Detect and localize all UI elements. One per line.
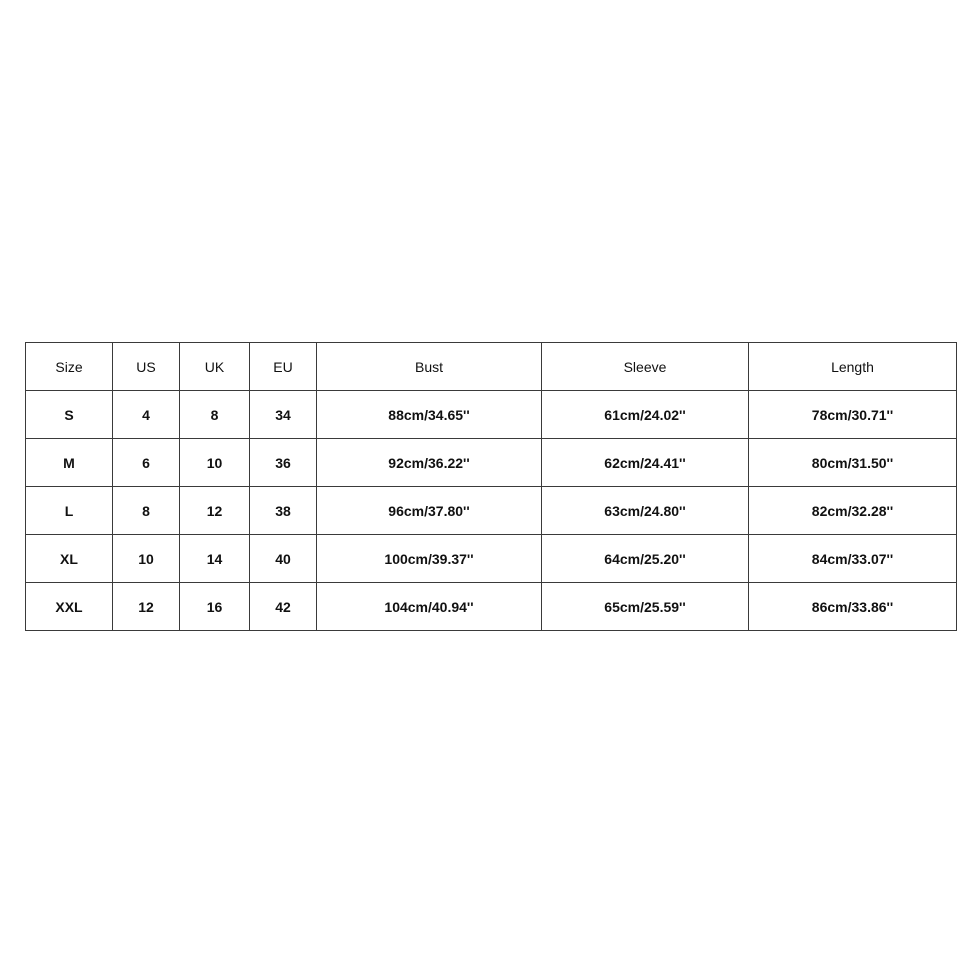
cell-size: XL bbox=[26, 535, 113, 583]
size-chart-body bbox=[26, 391, 957, 631]
table-row bbox=[26, 487, 957, 535]
header-row bbox=[26, 343, 957, 391]
table-row bbox=[26, 391, 957, 439]
cell-length: 84cm/33.07'' bbox=[749, 535, 957, 583]
cell-length: 86cm/33.86'' bbox=[749, 583, 957, 631]
cell-bust: 100cm/39.37'' bbox=[317, 535, 542, 583]
cell-size: L bbox=[26, 487, 113, 535]
header-uk: UK bbox=[180, 343, 250, 391]
table-row bbox=[26, 583, 957, 631]
cell-eu: 38 bbox=[250, 487, 317, 535]
cell-eu: 34 bbox=[250, 391, 317, 439]
cell-bust: 92cm/36.22'' bbox=[317, 439, 542, 487]
cell-uk: 16 bbox=[180, 583, 250, 631]
cell-sleeve: 62cm/24.41'' bbox=[542, 439, 749, 487]
cell-length: 80cm/31.50'' bbox=[749, 439, 957, 487]
cell-eu: 40 bbox=[250, 535, 317, 583]
cell-sleeve: 63cm/24.80'' bbox=[542, 487, 749, 535]
header-size: Size bbox=[26, 343, 113, 391]
cell-sleeve: 65cm/25.59'' bbox=[542, 583, 749, 631]
cell-sleeve: 64cm/25.20'' bbox=[542, 535, 749, 583]
cell-length: 78cm/30.71'' bbox=[749, 391, 957, 439]
cell-bust: 88cm/34.65'' bbox=[317, 391, 542, 439]
cell-uk: 8 bbox=[180, 391, 250, 439]
header-length: Length bbox=[749, 343, 957, 391]
cell-bust: 104cm/40.94'' bbox=[317, 583, 542, 631]
cell-size: XXL bbox=[26, 583, 113, 631]
cell-us: 4 bbox=[113, 391, 180, 439]
cell-us: 12 bbox=[113, 583, 180, 631]
cell-sleeve: 61cm/24.02'' bbox=[542, 391, 749, 439]
cell-eu: 42 bbox=[250, 583, 317, 631]
size-chart-header bbox=[26, 343, 957, 391]
size-chart-table bbox=[25, 342, 957, 631]
cell-us: 8 bbox=[113, 487, 180, 535]
header-sleeve: Sleeve bbox=[542, 343, 749, 391]
cell-us: 6 bbox=[113, 439, 180, 487]
cell-uk: 14 bbox=[180, 535, 250, 583]
cell-bust: 96cm/37.80'' bbox=[317, 487, 542, 535]
cell-size: M bbox=[26, 439, 113, 487]
cell-uk: 12 bbox=[180, 487, 250, 535]
table-row bbox=[26, 439, 957, 487]
cell-length: 82cm/32.28'' bbox=[749, 487, 957, 535]
cell-uk: 10 bbox=[180, 439, 250, 487]
cell-eu: 36 bbox=[250, 439, 317, 487]
header-us: US bbox=[113, 343, 180, 391]
header-eu: EU bbox=[250, 343, 317, 391]
cell-size: S bbox=[26, 391, 113, 439]
cell-us: 10 bbox=[113, 535, 180, 583]
header-bust: Bust bbox=[317, 343, 542, 391]
table-row bbox=[26, 535, 957, 583]
